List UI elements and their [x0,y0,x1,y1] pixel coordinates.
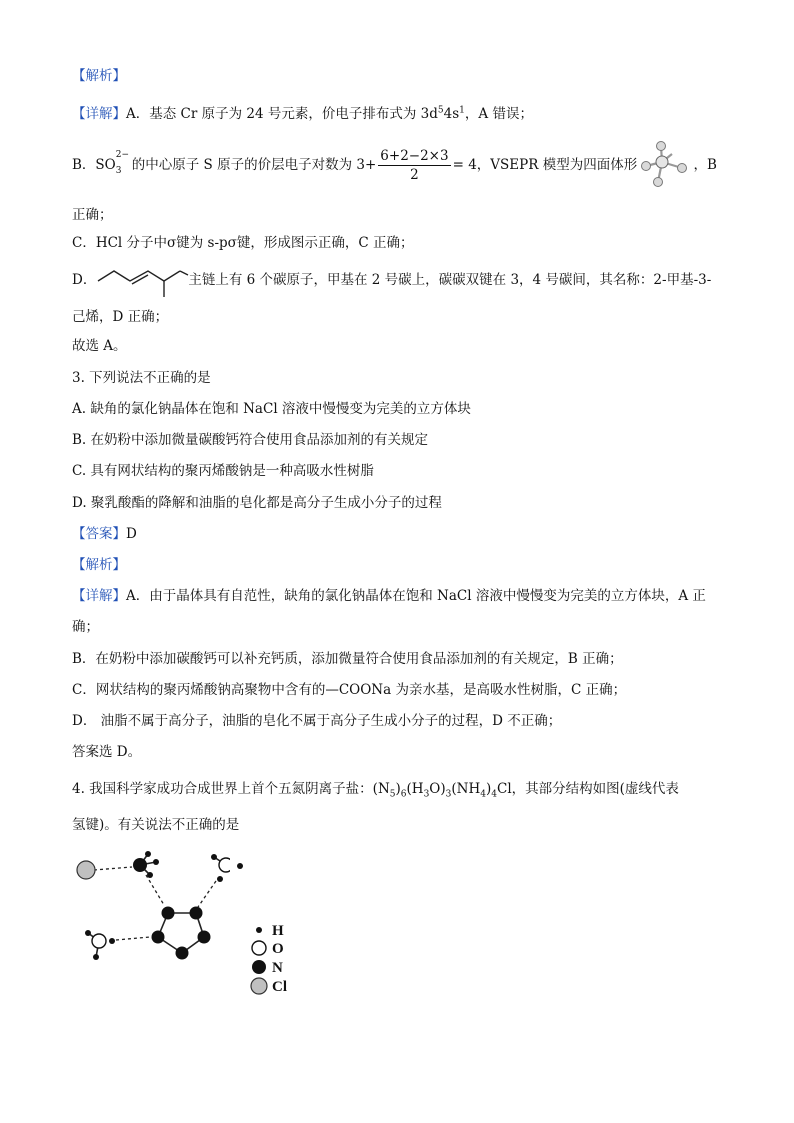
q3-explain-b: B．在奶粉中添加碳酸钙可以补充钙质，添加微量符合使用食品添加剂的有关规定，B 正确； [72,651,623,667]
legend-n-label: N [272,960,283,976]
q3-option-d: D. 聚乳酸酯的降解和油脂的皂化都是高分子生成小分子的过程 [72,495,442,511]
water-hydrogen-atom [234,860,246,872]
option-c-explanation: C．HCl 分子中σ键为 s-pσ键，形成图示正确，C 正确； [72,235,414,251]
legend-h-label: H [272,923,284,939]
q3-explain-a: 【详解】A．由于晶体具有自范性，缺角的氯化钠晶体在饱和 NaCl 溶液中慢慢变为完美的立方体块，A 正 [72,588,706,604]
valence-pair-formula: 3+ $\frac{6+2-2\times 3}{2}$ = 4 [356,148,477,183]
q3-analysis-label: 【解析】 [72,557,126,573]
option-d-continued: 己烯，D 正确； [72,309,169,325]
q4-stem-continued: 氢键)。有关说法不正确的是 [72,817,240,833]
legend-cl-label: Cl [272,979,287,995]
q3-explain-c: C．网状结构的聚丙烯酸钠高聚物中含有的—COONa 为亲水基，是高吸水性树脂，C 正确； [72,682,627,698]
tetrahedral-model-image [640,140,690,192]
legend-o-label: O [272,941,284,957]
legend-n-symbol [252,960,266,974]
q3-answer: 【答案】D [72,526,137,542]
option-d-explanation: D． 主链上有 6 个碳原子，甲基在 2 号碳上，碳碳双键在 3，4 号碳间，其名称：2-甲基-3- [72,272,712,288]
conclusion-1: 故选 A。 [72,338,127,354]
legend-h-symbol [256,927,262,933]
detail-tag: 【详解】 [72,106,126,122]
q3-conclusion: 答案选 D。 [72,744,142,760]
q3-explain-d: D． 油脂不属于高分子，油脂的皂化不属于高分子生成小分子的过程，D 不正确； [72,713,562,729]
q3-option-a: A. 缺角的氯化钠晶体在饱和 NaCl 溶液中慢慢变为完美的立方体块 [72,401,471,417]
q3-explain-a-continued: 确； [72,619,99,635]
pentazolate-structure-diagram [70,845,230,970]
option-a-explanation: 【详解】A．基态 Cr 原子为 24 号元素，价电子排布式为 $3d^54s^1$，A 错误； [72,105,533,122]
analysis-label: 【解析】 [72,68,126,84]
skeletal-formula-image [96,261,190,299]
q3-option-c: C. 具有网状结构的聚丙烯酸钠是一种高吸水性树脂 [72,463,374,479]
option-b-continued: 正确； [72,207,113,223]
legend-cl-symbol [251,978,267,994]
atom-legend [250,922,310,998]
q4-stem: 4. 我国科学家成功合成世界上首个五氮阴离子盐：$(N_5)_6(H_3O)_3(NH_4)_4Cl$，其部分结构如图(虚线代表 [72,781,679,800]
pentazolate-salt-formula: $(N_5)_6(H_3O)_3(NH_4)_4Cl$ [372,781,512,800]
legend-o-symbol [252,941,266,955]
option-b-explanation: B．SO 2− 3 的中心原子 S 原子的价层电子对数为 3+ $\frac{6+2-2\times 3}{2}$ = 4，VSEPR 模型为四面体形 ，B [72,148,717,183]
q3-stem: 3. 下列说法不正确的是 [72,370,211,386]
q3-option-b: B. 在奶粉中添加微量碳酸钙符合使用食品添加剂的有关规定 [72,432,429,448]
